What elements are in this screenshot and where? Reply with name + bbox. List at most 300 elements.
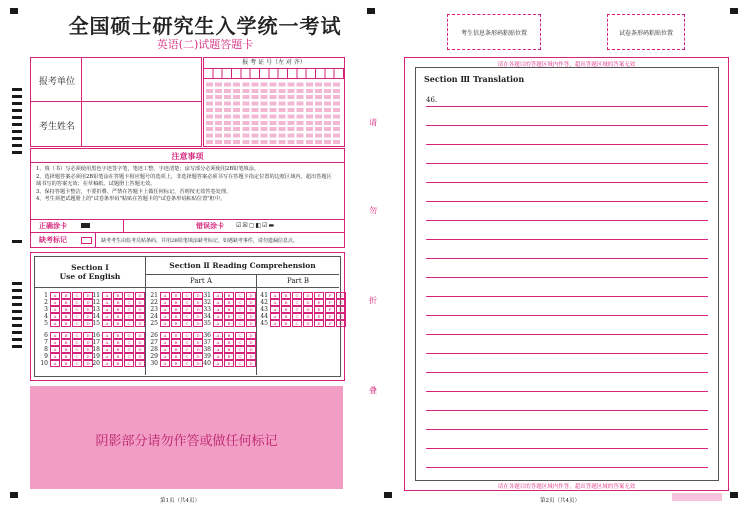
answer-bubble-F[interactable]: F [325, 299, 335, 306]
question-row-30 [148, 360, 204, 367]
answer-bubble-B[interactable]: B [171, 299, 181, 306]
answer-bubble-C[interactable]: C [235, 346, 245, 353]
absent-note: 缺考考生由监考员贴条码，并用2B铅笔填涂缺考标记。如遇缺考事件，请勿遗漏信息点。 [101, 238, 298, 244]
notice-item: 4、考生须把试题册上的"试卷条形码"粘贴在答题卡的"试卷条形码粘贴位置"框中。 [36, 196, 226, 203]
answer-bubble-D[interactable]: D [193, 313, 203, 320]
answer-bubble-B[interactable]: B [113, 332, 123, 339]
answer-bubble-D[interactable]: D [83, 332, 93, 339]
writing-line [426, 258, 708, 259]
answer-bubble-A[interactable]: A [213, 353, 223, 360]
answer-bubble-B[interactable]: B [61, 313, 71, 320]
answer-bubble-D[interactable]: D [246, 339, 256, 346]
answer-bubble-C[interactable]: C [182, 339, 192, 346]
question-row-23 [148, 306, 204, 313]
question-46-label: 46. [426, 96, 438, 104]
answer-bubble-C[interactable]: C [124, 360, 134, 367]
answer-bubble-A[interactable]: A [102, 306, 112, 313]
writing-line [426, 125, 708, 126]
answer-bubble-A[interactable]: A [213, 339, 223, 346]
question-number: 21 [150, 292, 158, 299]
question-number: 40 [203, 360, 211, 367]
answer-bubble-D[interactable]: D [83, 320, 93, 327]
answer-bubble-C[interactable]: C [235, 299, 245, 306]
fill-example-row [30, 219, 345, 233]
question-number: 17 [92, 339, 100, 346]
answer-bubble-C[interactable]: C [72, 353, 82, 360]
answer-bubble-F[interactable]: F [325, 313, 335, 320]
answer-bubble-D[interactable]: D [303, 313, 313, 320]
question-number: 4 [44, 313, 48, 320]
answer-bubble-D[interactable]: D [193, 360, 203, 367]
fold-warning-char: 折 [369, 296, 377, 305]
answer-bubble-C[interactable]: C [124, 332, 134, 339]
section1-subtitle: Use of English [59, 272, 121, 281]
answer-bubble-A[interactable]: A [160, 353, 170, 360]
exam-number-grid[interactable] [203, 57, 345, 147]
answer-bubble-B[interactable]: B [171, 313, 181, 320]
answer-bubble-A[interactable]: A [160, 292, 170, 299]
answer-bubble-C[interactable]: C [235, 306, 245, 313]
paper-barcode-box[interactable] [607, 14, 685, 50]
answer-bubble-A[interactable]: A [50, 346, 60, 353]
answer-bubble-B[interactable]: B [224, 306, 234, 313]
question-row-21 [148, 292, 204, 299]
answer-bubble-A[interactable]: A [160, 299, 170, 306]
answer-bubble-A[interactable]: A [50, 306, 60, 313]
answer-bubble-C[interactable]: C [72, 313, 82, 320]
answer-bubble-C[interactable]: C [292, 292, 302, 299]
answer-bubble-D[interactable]: D [135, 299, 145, 306]
examinee-barcode-box[interactable] [447, 14, 541, 50]
absent-row [30, 232, 345, 248]
answer-bubble-C[interactable]: C [182, 346, 192, 353]
answer-bubble-D[interactable]: D [135, 306, 145, 313]
answer-bubble-D[interactable]: D [193, 306, 203, 313]
answer-bubble-B[interactable]: B [224, 346, 234, 353]
answer-bubble-B[interactable]: B [281, 299, 291, 306]
answer-bubble-B[interactable]: B [113, 306, 123, 313]
answer-bubble-A[interactable]: A [50, 313, 60, 320]
answer-bubble-B[interactable]: B [224, 320, 234, 327]
question-row-13 [90, 306, 146, 313]
answer-bubble-A[interactable]: A [213, 320, 223, 327]
answer-bubble-A[interactable]: A [270, 313, 280, 320]
answer-bubble-C[interactable]: C [235, 353, 245, 360]
top-warning: 请在各题目的答题区域内作答，超出答题区域的答案无效 [497, 62, 636, 68]
fold-warning-char: 勿 [369, 206, 377, 215]
answer-bubble-C[interactable]: C [72, 332, 82, 339]
answer-bubble-A[interactable]: A [102, 320, 112, 327]
answer-bubble-B[interactable]: B [224, 332, 234, 339]
question-row-42 [258, 299, 347, 306]
answer-bubble-B[interactable]: B [171, 306, 181, 313]
question-row-45 [258, 320, 347, 327]
answer-bubble-D[interactable]: D [193, 346, 203, 353]
answer-bubble-D[interactable]: D [193, 339, 203, 346]
answer-bubble-D[interactable]: D [135, 346, 145, 353]
answer-bubble-B[interactable]: B [171, 320, 181, 327]
answer-bubble-F[interactable]: F [325, 292, 335, 299]
answer-bubble-A[interactable]: A [160, 313, 170, 320]
answer-bubble-D[interactable]: D [83, 360, 93, 367]
answer-bubble-D[interactable]: D [135, 313, 145, 320]
question-row-1 [38, 292, 94, 299]
answer-bubble-A[interactable]: A [102, 292, 112, 299]
answer-bubble-G[interactable]: G [336, 292, 346, 299]
answer-bubble-B[interactable]: B [171, 332, 181, 339]
answer-bubble-D[interactable]: D [83, 299, 93, 306]
answer-bubble-A[interactable]: A [102, 339, 112, 346]
answer-bubble-B[interactable]: B [171, 360, 181, 367]
page-badge [672, 493, 722, 501]
answer-bubble-E[interactable]: E [314, 292, 324, 299]
answer-bubble-C[interactable]: C [124, 306, 134, 313]
answer-bubble-C[interactable]: C [72, 320, 82, 327]
answer-bubble-F[interactable]: F [325, 306, 335, 313]
answer-bubble-C[interactable]: C [72, 360, 82, 367]
answer-bubble-B[interactable]: B [224, 353, 234, 360]
fold-warning-char: 叠 [369, 386, 377, 395]
answer-bubble-D[interactable]: D [246, 320, 256, 327]
answer-bubble-C[interactable]: C [72, 339, 82, 346]
answer-bubble-B[interactable]: B [61, 353, 71, 360]
answer-bubble-D[interactable]: D [246, 313, 256, 320]
answer-bubble-C[interactable]: C [182, 332, 192, 339]
answer-bubble-D[interactable]: D [193, 320, 203, 327]
answer-bubble-A[interactable]: A [160, 320, 170, 327]
answer-bubble-B[interactable]: B [113, 339, 123, 346]
writing-line [426, 391, 708, 392]
question-row-26 [148, 332, 204, 339]
answer-bubble-B[interactable]: B [113, 292, 123, 299]
answer-bubble-A[interactable]: A [50, 332, 60, 339]
answer-bubble-A[interactable]: A [213, 292, 223, 299]
answer-bubble-C[interactable]: C [235, 292, 245, 299]
answer-bubble-A[interactable]: A [50, 320, 60, 327]
answer-bubble-A[interactable]: A [160, 346, 170, 353]
answer-bubble-B[interactable]: B [113, 360, 123, 367]
question-row-6 [38, 332, 94, 339]
answer-bubble-G[interactable]: G [336, 320, 346, 327]
answer-bubble-D[interactable]: D [246, 346, 256, 353]
question-row-34 [201, 313, 257, 320]
answer-bubble-A[interactable]: A [213, 313, 223, 320]
answer-bubble-D[interactable]: D [246, 353, 256, 360]
answer-bubble-D[interactable]: D [83, 292, 93, 299]
answer-bubble-A[interactable]: A [50, 339, 60, 346]
answer-bubble-A[interactable]: A [102, 313, 112, 320]
answer-bubble-C[interactable]: C [235, 332, 245, 339]
answer-bubble-D[interactable]: D [193, 332, 203, 339]
writing-line [426, 144, 708, 145]
answer-bubble-C[interactable]: C [182, 313, 192, 320]
answer-bubble-B[interactable]: B [113, 346, 123, 353]
answer-bubble-D[interactable]: D [246, 306, 256, 313]
answer-bubble-D[interactable]: D [135, 292, 145, 299]
answer-bubble-C[interactable]: C [124, 299, 134, 306]
answer-bubble-C[interactable]: C [72, 346, 82, 353]
answer-bubble-D[interactable]: D [83, 313, 93, 320]
question-number: 37 [203, 339, 211, 346]
answer-bubble-C[interactable]: C [124, 292, 134, 299]
answer-bubble-B[interactable]: B [224, 292, 234, 299]
answer-bubble-A[interactable]: A [270, 292, 280, 299]
question-row-39 [201, 353, 257, 360]
answer-bubble-C[interactable]: C [292, 306, 302, 313]
absent-label: 缺考标记 [39, 235, 67, 244]
answer-bubble-F[interactable]: F [325, 320, 335, 327]
answer-bubble-A[interactable]: A [50, 292, 60, 299]
question-row-24 [148, 313, 204, 320]
question-row-37 [201, 339, 257, 346]
question-row-16 [90, 332, 146, 339]
answer-bubble-B[interactable]: B [61, 346, 71, 353]
question-number: 12 [92, 299, 100, 306]
answer-bubble-A[interactable]: A [50, 360, 60, 367]
answer-bubble-D[interactable]: D [83, 339, 93, 346]
answer-bubble-C[interactable]: C [292, 299, 302, 306]
answer-bubble-A[interactable]: A [270, 320, 280, 327]
answer-bubble-A[interactable]: A [50, 353, 60, 360]
answer-bubble-A[interactable]: A [213, 332, 223, 339]
question-number: 31 [203, 292, 211, 299]
answer-bubble-C[interactable]: C [182, 320, 192, 327]
writing-line [426, 334, 708, 335]
question-row-4 [38, 313, 94, 320]
answer-bubble-A[interactable]: A [213, 346, 223, 353]
answer-bubble-D[interactable]: D [83, 346, 93, 353]
question-row-43 [258, 306, 347, 313]
answer-bubble-E[interactable]: E [314, 320, 324, 327]
answer-bubble-D[interactable]: D [135, 339, 145, 346]
writing-line [426, 448, 708, 449]
question-number: 24 [150, 313, 158, 320]
writing-line [426, 220, 708, 221]
notice-box [30, 148, 345, 220]
answer-bubble-C[interactable]: C [292, 320, 302, 327]
answer-bubble-B[interactable]: B [281, 320, 291, 327]
notice-title: 注意事项 [171, 151, 204, 161]
answer-bubble-A[interactable]: A [213, 360, 223, 367]
writing-line [426, 182, 708, 183]
answer-bubble-B[interactable]: B [224, 313, 234, 320]
answer-bubble-D[interactable]: D [193, 299, 203, 306]
answer-bubble-A[interactable]: A [270, 299, 280, 306]
paper-barcode-label: 试卷条形码粘贴位置 [618, 30, 673, 37]
answer-bubble-B[interactable]: B [224, 360, 234, 367]
writing-line [426, 410, 708, 411]
answer-bubble-A[interactable]: A [160, 360, 170, 367]
answer-bubble-C[interactable]: C [124, 339, 134, 346]
question-number: 10 [40, 360, 48, 367]
section2-title: Section Ⅱ Reading Comprehension [169, 261, 316, 270]
answer-bubble-C[interactable]: C [72, 292, 82, 299]
answer-bubble-B[interactable]: B [113, 299, 123, 306]
question-number: 3 [44, 306, 48, 313]
question-number: 19 [92, 353, 100, 360]
question-number: 6 [44, 332, 48, 339]
answer-bubble-A[interactable]: A [213, 299, 223, 306]
question-row-18 [90, 346, 146, 353]
answer-bubble-C[interactable]: C [72, 306, 82, 313]
answer-bubble-D[interactable]: D [246, 332, 256, 339]
answer-bubble-D[interactable]: D [303, 292, 313, 299]
answer-bubble-A[interactable]: A [102, 346, 112, 353]
answer-bubble-A[interactable]: A [213, 306, 223, 313]
answer-bubble-B[interactable]: B [171, 346, 181, 353]
answer-bubble-C[interactable]: C [182, 292, 192, 299]
answer-bubble-B[interactable]: B [171, 339, 181, 346]
answer-bubble-A[interactable]: A [270, 306, 280, 313]
answer-bubble-B[interactable]: B [281, 292, 291, 299]
question-number: 42 [260, 299, 268, 306]
notice-item: 3、保持答题卡整洁，不要折叠、严禁在答题卡上做任何标记，否则按无效答卷处理。 [36, 188, 232, 195]
question-row-41 [258, 292, 347, 299]
question-number: 5 [44, 320, 48, 327]
question-row-20 [90, 360, 146, 367]
answer-bubble-B[interactable]: B [61, 332, 71, 339]
writing-line [426, 467, 708, 468]
question-number: 18 [92, 346, 100, 353]
answer-bubble-B[interactable]: B [61, 360, 71, 367]
answer-bubble-B[interactable]: B [113, 320, 123, 327]
question-row-28 [148, 346, 204, 353]
answer-bubble-C[interactable]: C [235, 320, 245, 327]
shaded-area [30, 386, 343, 489]
answer-bubble-D[interactable]: D [246, 299, 256, 306]
answer-bubble-D[interactable]: D [193, 353, 203, 360]
question-number: 29 [150, 353, 158, 360]
answer-bubble-D[interactable]: D [303, 320, 313, 327]
question-row-14 [90, 313, 146, 320]
answer-bubble-B[interactable]: B [281, 313, 291, 320]
answer-bubble-D[interactable]: D [135, 360, 145, 367]
answer-bubble-A[interactable]: A [50, 299, 60, 306]
question-number: 39 [203, 353, 211, 360]
answer-bubble-A[interactable]: A [160, 306, 170, 313]
question-row-3 [38, 306, 94, 313]
answer-bubble-G[interactable]: G [336, 313, 346, 320]
question-row-2 [38, 299, 94, 306]
question-row-25 [148, 320, 204, 327]
answer-bubble-C[interactable]: C [182, 360, 192, 367]
answer-bubble-B[interactable]: B [171, 353, 181, 360]
answer-bubble-C[interactable]: C [124, 313, 134, 320]
question-row-19 [90, 353, 146, 360]
answer-bubble-D[interactable]: D [83, 306, 93, 313]
question-number: 7 [44, 339, 48, 346]
answer-bubble-B[interactable]: B [61, 320, 71, 327]
answer-bubble-C[interactable]: C [124, 346, 134, 353]
question-row-32 [201, 299, 257, 306]
question-row-35 [201, 320, 257, 327]
answer-bubble-C[interactable]: C [72, 299, 82, 306]
answer-bubble-C[interactable]: C [182, 299, 192, 306]
answer-bubble-A[interactable]: A [102, 299, 112, 306]
answer-bubble-B[interactable]: B [171, 292, 181, 299]
corner-mark [730, 492, 738, 498]
question-number: 13 [92, 306, 100, 313]
answer-bubble-C[interactable]: C [182, 306, 192, 313]
answer-bubble-B[interactable]: B [113, 353, 123, 360]
question-row-36 [201, 332, 257, 339]
answer-bubble-D[interactable]: D [135, 353, 145, 360]
question-number: 1 [44, 292, 48, 299]
answer-bubble-C[interactable]: C [235, 360, 245, 367]
question-row-33 [201, 306, 257, 313]
answer-bubble-B[interactable]: B [61, 299, 71, 306]
question-row-40 [201, 360, 257, 367]
answer-bubble-E[interactable]: E [314, 313, 324, 320]
exam-number-bubbles[interactable] [206, 80, 342, 144]
answer-bubble-D[interactable]: D [135, 320, 145, 327]
question-number: 45 [260, 320, 268, 327]
answer-bubble-A[interactable]: A [160, 332, 170, 339]
writing-line [426, 163, 708, 164]
answer-bubble-B[interactable]: B [281, 306, 291, 313]
answer-bubble-B[interactable]: B [61, 306, 71, 313]
question-number: 41 [260, 292, 268, 299]
answer-bubble-D[interactable]: D [246, 360, 256, 367]
answer-bubble-C[interactable]: C [235, 339, 245, 346]
name-field[interactable] [82, 102, 201, 146]
exam-number-label: 报 考 证 号（左 对 齐） [204, 58, 344, 69]
answer-bubble-C[interactable]: C [182, 353, 192, 360]
answer-bubble-D[interactable]: D [193, 292, 203, 299]
answer-bubble-A[interactable]: A [102, 360, 112, 367]
question-number: 23 [150, 306, 158, 313]
correct-fill-sample [81, 223, 90, 228]
answer-bubble-G[interactable]: G [336, 299, 346, 306]
answer-bubble-A[interactable]: A [160, 339, 170, 346]
answer-bubble-B[interactable]: B [113, 313, 123, 320]
answer-bubble-E[interactable]: E [314, 299, 324, 306]
answer-bubble-C[interactable]: C [235, 313, 245, 320]
question-row-27 [148, 339, 204, 346]
question-number: 43 [260, 306, 268, 313]
bottom-warning: 请在各题目的答题区域内作答，超出答题区域的答案无效 [497, 484, 636, 490]
answer-bubble-D[interactable]: D [303, 299, 313, 306]
answer-bubble-D[interactable]: D [303, 306, 313, 313]
answer-bubble-B[interactable]: B [61, 339, 71, 346]
question-row-17 [90, 339, 146, 346]
answer-bubble-C[interactable]: C [124, 320, 134, 327]
answer-bubble-A[interactable]: A [102, 353, 112, 360]
answer-bubble-D[interactable]: D [83, 353, 93, 360]
question-number: 20 [92, 360, 100, 367]
answer-bubble-C[interactable]: C [124, 353, 134, 360]
absent-checkbox[interactable] [81, 237, 92, 244]
answer-bubble-D[interactable]: D [135, 332, 145, 339]
examinee-info-box [30, 57, 202, 147]
answer-bubble-E[interactable]: E [314, 306, 324, 313]
translation-answer-box[interactable] [415, 67, 719, 481]
answer-bubble-B[interactable]: B [61, 292, 71, 299]
writing-line [426, 372, 708, 373]
question-row-15 [90, 320, 146, 327]
answer-bubble-B[interactable]: B [224, 339, 234, 346]
answer-bubble-A[interactable]: A [102, 332, 112, 339]
question-number: 30 [150, 360, 158, 367]
answer-bubble-C[interactable]: C [292, 313, 302, 320]
exam-unit-field[interactable] [82, 58, 201, 102]
part-b-label: Part B [286, 277, 310, 285]
question-number: 32 [203, 299, 211, 306]
answer-bubble-B[interactable]: B [224, 299, 234, 306]
question-number: 26 [150, 332, 158, 339]
answer-bubble-D[interactable]: D [246, 292, 256, 299]
answer-bubble-G[interactable]: G [336, 306, 346, 313]
